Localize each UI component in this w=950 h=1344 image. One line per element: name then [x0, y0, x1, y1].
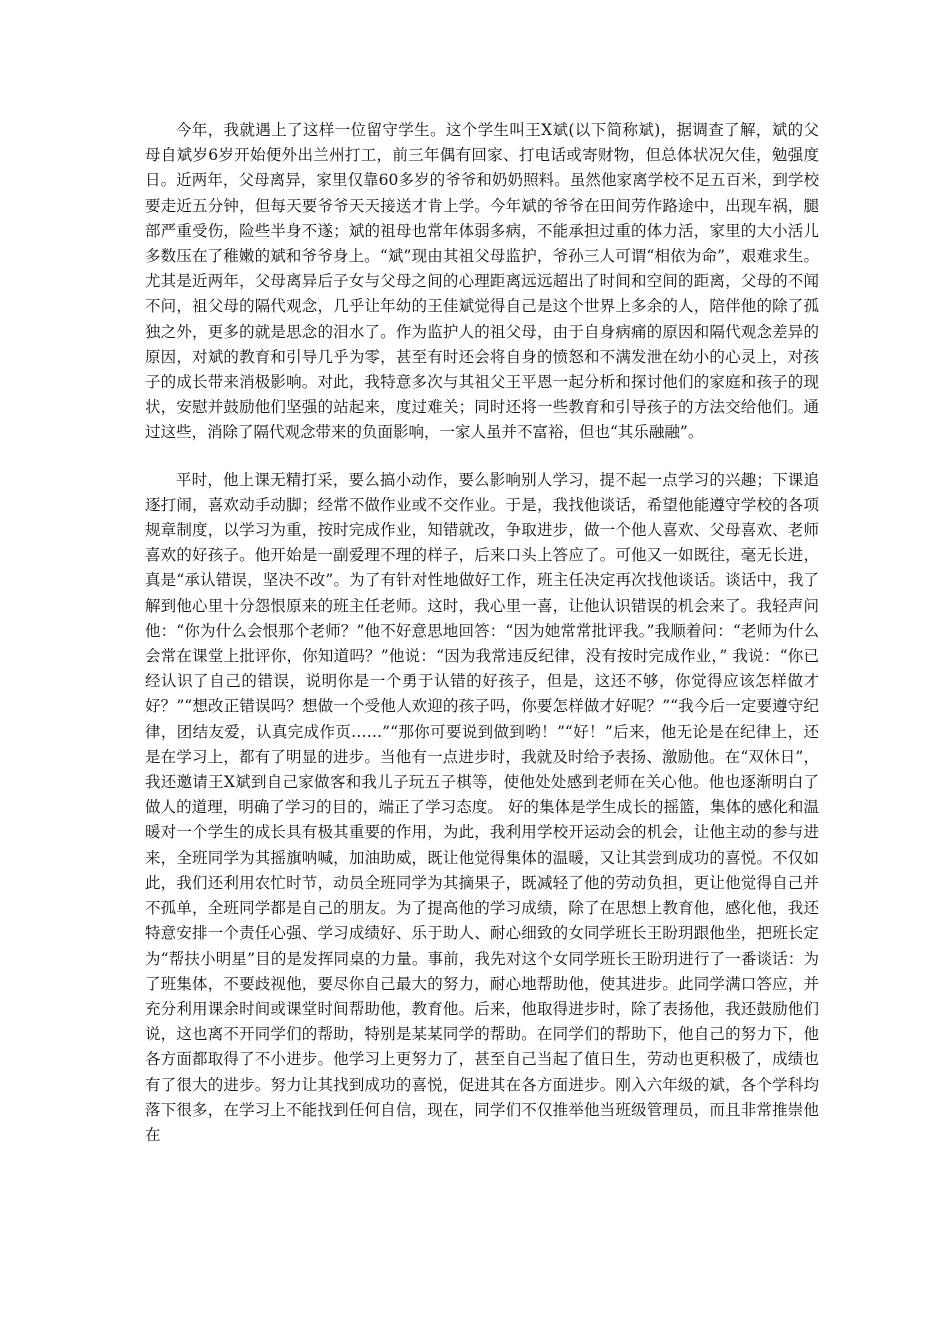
paragraph-2: 平时，他上课无精打采，要么搞小动作，要么影响别人学习，提不起一点学习的兴趣；下课追逐打闹，喜欢动手动脚；经常不做作业或不交作业。于是，我找他谈话，希望他能遵守学校的各项规章制度，以学习为重，按时完成作业，知错就改，争取进步，做一个他人喜欢、父母喜欢、老师喜欢的好孩子。他开始是一副爱理不理的样子，后来口头上答应了。可他又一如既往，毫无长进，真是“承认错误，坚决不改”。为了有针对性地做好工作，班主任决定再次找他谈话。谈话中，我了解到他心里十分怨恨原来的班主任老师。这时，我心里一喜，让他认识错误的机会来了。我轻声问他：“你为什么会恨那个老师？”他不好意思地回答：“因为她常常批评我。”我顺着问：“老师为什么会常在课堂上批评你，你知道吗？”他说：“因为我常违反纪律，没有按时完成作业，” 我说：“你已经认识了自己的错误，说明你是一个勇于认错的好孩子，但是，这还不够，你觉得应该怎样做才好？”“想改正错误吗？想做一个受他人欢迎的孩子吗，你要怎样做才好呢？”“我今后一定要遵守纪律，团结友爱，认真完成作页……”“那你可要说到做到哟！”“好！”后来，他无论是在纪律上，还是在学习上，都有了明显的进步。当他有一点进步时，我就及时给予表扬、激励他。在“双休日”，我还邀请王X斌到自己家做客和我儿子玩五子棋等，使他处处感到老师在关心他。他也逐渐明白了做人的道理，明确了学习的目的，端正了学习态度。 好的集体是学生成长的摇篮，集体的感化和温暖对一个学生的成长具有极其重要的作用，为此，我利用学校开运动会的机会，让他主动的参与进来，全班同学为其摇旗呐喊，加油助威，既让他觉得集体的温暖，又让其尝到成功的喜悦。不仅如此，我们还利用农忙时节，动员全班同学为其摘果子，既减轻了他的劳动负担，更让他觉得自己并不孤单，全班同学都是自己的朋友。为了提高他的学习成绩，除了在思想上教育他，感化他，我还特意安排一个责任心强、学习成绩好、乐于助人、耐心细致的女同学班长王盼玥跟他坐，把班长定为“帮扶小明星”目的是发挥同桌的力量。事前，我先对这个女同学班长王盼玥进行了一番谈话：为了班集体，不要歧视他，要尽你自己最大的努力，耐心地帮助他，使其进步。此同学满口答应，并充分利用课余时间或课堂时间帮助他，教育他。后来，他取得进步时，除了表扬他，我还鼓励他们说，这也离不开同学们的帮助，特别是某某同学的帮助。在同学们的帮助下，他自己的努力下，他各方面都取得了不小进步。他学习上更努力了，甚至自己当起了值日生，劳动也更积极了，成绩也有了很大的进步。努力让其找到成功的喜悦，促进其在各方面进步。刚入六年级的斌，各个学科均落下很多，在学习上不能找到任何自信，现在，同学们不仅推举他当班级管理员，而且非常推崇他在: [145, 470, 819, 1144]
paragraph-1: 今年，我就遇上了这样一位留守学生。这个学生叫王X斌(以下简称斌)，据调查了解，斌的父母自斌岁6岁开始便外出兰州打工，前三年偶有回家、打电话或寄财物，但总体状况欠佳，勉强度日。近两年，父母离异，家里仅靠60多岁的爷爷和奶奶照料。虽然他家离学校不足五百米，到学校要走近五分钟，但每天要爷爷天天接送才肯上学。今年斌的爷爷在田间劳作路途中，出现车祸，腿部严重受伤，险些半身不遂；斌的祖母也常年体弱多病，不能承担过重的体力活，家里的大小活儿多数压在了稚嫩的斌和爷爷身上。“斌”现由其祖父母监护，爷孙三人可谓“相依为命”，艰难求生。尤其是近两年，父母离异后子女与父母之间的心理距离远远超出了时间和空间的距离，父母的不闻不问，祖父母的隔代观念，几乎让年幼的王佳斌觉得自己是这个世界上多余的人，陪伴他的除了孤独之外，更多的就是思念的泪水了。作为监护人的祖父母，由于自身病痛的原因和隔代观念差异的原因，对斌的教育和引导几乎为零，甚至有时还会将自身的愤怒和不满发泄在幼小的心灵上，对孩子的成长带来消极影响。对此，我特意多次与其祖父王平恩一起分析和探讨他们的家庭和孩子的现状，安慰并鼓励他们坚强的站起来，度过难关；同时还将一些教育和引导孩子的方法交给他们。通过这些，消除了隔代观念带来的负面影响，一家人虽并不富裕，但也“其乐融融”。: [145, 121, 819, 442]
document-page: [145, 118, 819, 1148]
